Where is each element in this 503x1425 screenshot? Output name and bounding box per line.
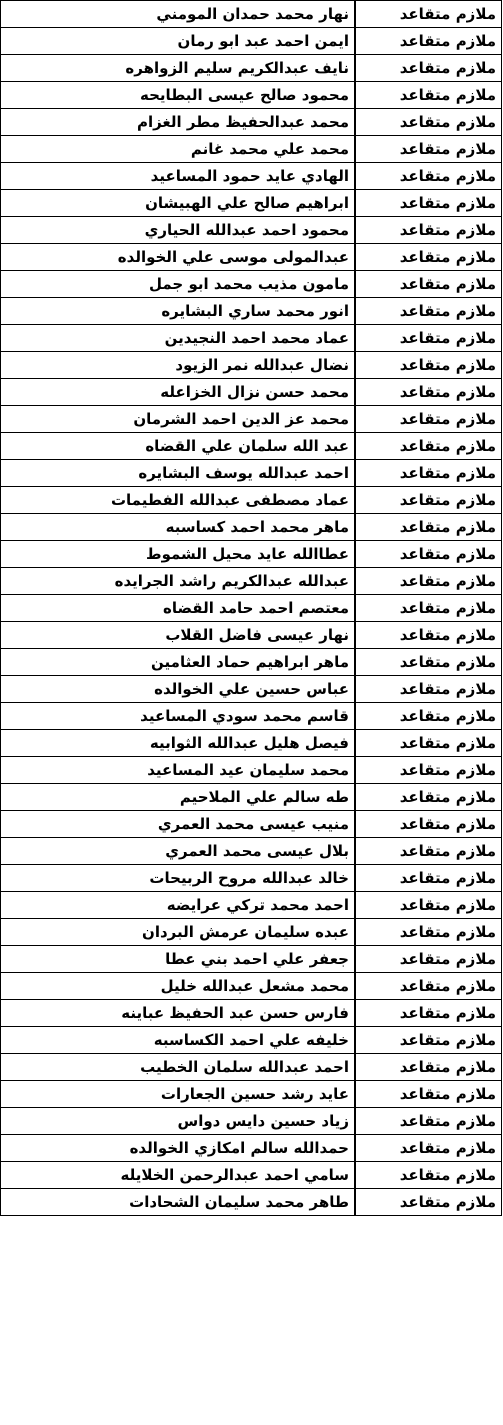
table-row bbox=[1, 1000, 502, 1027]
table-row bbox=[1, 838, 502, 865]
name-cell: محمد سليمان عيد المساعيد bbox=[1, 757, 356, 784]
table-row bbox=[1, 460, 502, 487]
table-row bbox=[1, 136, 502, 163]
table-row bbox=[1, 703, 502, 730]
name-cell: عماد مصطفى عبدالله الفطيمات bbox=[1, 487, 356, 514]
rank-cell: ملازم متقاعد bbox=[355, 406, 502, 433]
name-cell: طه سالم علي الملاحيم bbox=[1, 784, 356, 811]
rank-cell: ملازم متقاعد bbox=[355, 649, 502, 676]
name-cell: مامون مذيب محمد ابو جمل bbox=[1, 271, 356, 298]
rank-cell: ملازم متقاعد bbox=[355, 892, 502, 919]
table-row bbox=[1, 649, 502, 676]
table-row bbox=[1, 757, 502, 784]
rank-cell: ملازم متقاعد bbox=[355, 217, 502, 244]
name-cell: محمد علي محمد غانم bbox=[1, 136, 356, 163]
table-row bbox=[1, 1, 502, 28]
name-cell: محمود احمد عبدالله الحياري bbox=[1, 217, 356, 244]
name-cell: قاسم محمد سودي المساعيد bbox=[1, 703, 356, 730]
table-row bbox=[1, 109, 502, 136]
rank-cell: ملازم متقاعد bbox=[355, 271, 502, 298]
name-cell: عبد الله سلمان علي القضاه bbox=[1, 433, 356, 460]
name-cell: فارس حسن عبد الحفيظ عباينه bbox=[1, 1000, 356, 1027]
name-cell: ماهر ابراهيم حماد العثامين bbox=[1, 649, 356, 676]
rank-cell: ملازم متقاعد bbox=[355, 163, 502, 190]
name-cell: معتصم احمد حامد القضاه bbox=[1, 595, 356, 622]
rank-cell: ملازم متقاعد bbox=[355, 541, 502, 568]
name-cell: نايف عبدالكريم سليم الزواهره bbox=[1, 55, 356, 82]
name-cell: عبدالمولى موسى علي الخوالده bbox=[1, 244, 356, 271]
table-row bbox=[1, 541, 502, 568]
table-row bbox=[1, 487, 502, 514]
table-row bbox=[1, 28, 502, 55]
name-cell: محمد عبدالحفيظ مطر الغزام bbox=[1, 109, 356, 136]
rank-cell: ملازم متقاعد bbox=[355, 325, 502, 352]
name-cell: نضال عبدالله نمر الزيود bbox=[1, 352, 356, 379]
rank-cell: ملازم متقاعد bbox=[355, 919, 502, 946]
name-cell: سامي احمد عبدالرحمن الخلايله bbox=[1, 1162, 356, 1189]
table-row bbox=[1, 1135, 502, 1162]
table-row bbox=[1, 514, 502, 541]
table-row bbox=[1, 973, 502, 1000]
rank-cell: ملازم متقاعد bbox=[355, 1000, 502, 1027]
table-row bbox=[1, 730, 502, 757]
rank-cell: ملازم متقاعد bbox=[355, 730, 502, 757]
name-cell: نهار محمد حمدان المومني bbox=[1, 1, 356, 28]
rank-cell: ملازم متقاعد bbox=[355, 82, 502, 109]
table-row bbox=[1, 568, 502, 595]
name-cell: طاهر محمد سليمان الشحادات bbox=[1, 1189, 356, 1216]
name-cell: عماد محمد احمد النجيدين bbox=[1, 325, 356, 352]
rank-cell: ملازم متقاعد bbox=[355, 946, 502, 973]
name-cell: محمود صالح عيسى البطايحه bbox=[1, 82, 356, 109]
rank-cell: ملازم متقاعد bbox=[355, 433, 502, 460]
table-row bbox=[1, 595, 502, 622]
rank-cell: ملازم متقاعد bbox=[355, 784, 502, 811]
table-row bbox=[1, 919, 502, 946]
name-cell: محمد عز الدين احمد الشرمان bbox=[1, 406, 356, 433]
rank-cell: ملازم متقاعد bbox=[355, 838, 502, 865]
table-row bbox=[1, 622, 502, 649]
table-row bbox=[1, 1162, 502, 1189]
table-row bbox=[1, 190, 502, 217]
rank-cell: ملازم متقاعد bbox=[355, 352, 502, 379]
name-cell: عبدالله عبدالكريم راشد الجرايده bbox=[1, 568, 356, 595]
rank-cell: ملازم متقاعد bbox=[355, 487, 502, 514]
rank-cell: ملازم متقاعد bbox=[355, 1054, 502, 1081]
rank-cell: ملازم متقاعد bbox=[355, 1189, 502, 1216]
table-row bbox=[1, 1189, 502, 1216]
name-cell: عبده سليمان عرمش البردان bbox=[1, 919, 356, 946]
name-cell: احمد عبدالله سلمان الخطيب bbox=[1, 1054, 356, 1081]
rank-cell: ملازم متقاعد bbox=[355, 109, 502, 136]
rank-cell: ملازم متقاعد bbox=[355, 568, 502, 595]
table-row bbox=[1, 244, 502, 271]
rank-cell: ملازم متقاعد bbox=[355, 55, 502, 82]
table-row bbox=[1, 379, 502, 406]
rank-cell: ملازم متقاعد bbox=[355, 1081, 502, 1108]
name-cell: بلال عيسى محمد العمري bbox=[1, 838, 356, 865]
table-row bbox=[1, 298, 502, 325]
name-cell: عباس حسين علي الخوالده bbox=[1, 676, 356, 703]
rank-cell: ملازم متقاعد bbox=[355, 1108, 502, 1135]
table-row bbox=[1, 433, 502, 460]
rank-cell: ملازم متقاعد bbox=[355, 1027, 502, 1054]
rank-cell: ملازم متقاعد bbox=[355, 244, 502, 271]
table-row bbox=[1, 811, 502, 838]
table-row bbox=[1, 217, 502, 244]
rank-cell: ملازم متقاعد bbox=[355, 460, 502, 487]
rank-cell: ملازم متقاعد bbox=[355, 676, 502, 703]
name-cell: انور محمد ساري البشايره bbox=[1, 298, 356, 325]
name-cell: ابراهيم صالح علي الهبيشان bbox=[1, 190, 356, 217]
name-cell: خالد عبدالله مروح الربيحات bbox=[1, 865, 356, 892]
rank-cell: ملازم متقاعد bbox=[355, 190, 502, 217]
rank-cell: ملازم متقاعد bbox=[355, 1162, 502, 1189]
table-row bbox=[1, 163, 502, 190]
name-cell: فيصل هليل عبدالله الثوابيه bbox=[1, 730, 356, 757]
rank-cell: ملازم متقاعد bbox=[355, 136, 502, 163]
table-row bbox=[1, 1054, 502, 1081]
name-cell: ايمن احمد عبد ابو رمان bbox=[1, 28, 356, 55]
rank-cell: ملازم متقاعد bbox=[355, 1, 502, 28]
table-row bbox=[1, 1108, 502, 1135]
rank-cell: ملازم متقاعد bbox=[355, 622, 502, 649]
name-cell: خليفه علي احمد الكساسبه bbox=[1, 1027, 356, 1054]
table-row bbox=[1, 325, 502, 352]
name-cell: احمد محمد تركي عرايضه bbox=[1, 892, 356, 919]
table-row bbox=[1, 784, 502, 811]
names-table-body bbox=[1, 1, 502, 1216]
table-row bbox=[1, 406, 502, 433]
name-cell: زياد حسين دايس دواس bbox=[1, 1108, 356, 1135]
table-row bbox=[1, 892, 502, 919]
name-cell: عايد رشد حسين الجعارات bbox=[1, 1081, 356, 1108]
rank-cell: ملازم متقاعد bbox=[355, 379, 502, 406]
table-row bbox=[1, 352, 502, 379]
rank-cell: ملازم متقاعد bbox=[355, 811, 502, 838]
rank-cell: ملازم متقاعد bbox=[355, 703, 502, 730]
table-row bbox=[1, 271, 502, 298]
table-row bbox=[1, 946, 502, 973]
name-cell: الهادي عايد حمود المساعيد bbox=[1, 163, 356, 190]
rank-cell: ملازم متقاعد bbox=[355, 865, 502, 892]
rank-cell: ملازم متقاعد bbox=[355, 757, 502, 784]
table-row bbox=[1, 82, 502, 109]
rank-cell: ملازم متقاعد bbox=[355, 514, 502, 541]
rank-cell: ملازم متقاعد bbox=[355, 595, 502, 622]
table-row bbox=[1, 676, 502, 703]
name-cell: احمد عبدالله يوسف البشايره bbox=[1, 460, 356, 487]
name-cell: عطاالله عايد محيل الشموط bbox=[1, 541, 356, 568]
table-row bbox=[1, 865, 502, 892]
table-row bbox=[1, 1027, 502, 1054]
name-cell: حمدالله سالم امكازي الخوالده bbox=[1, 1135, 356, 1162]
table-row bbox=[1, 1081, 502, 1108]
name-cell: منيب عيسى محمد العمري bbox=[1, 811, 356, 838]
name-cell: ماهر محمد احمد كساسبه bbox=[1, 514, 356, 541]
name-cell: نهار عيسى فاضل القلاب bbox=[1, 622, 356, 649]
name-cell: جعفر علي احمد بني عطا bbox=[1, 946, 356, 973]
name-cell: محمد مشعل عبدالله خليل bbox=[1, 973, 356, 1000]
table-row bbox=[1, 55, 502, 82]
rank-cell: ملازم متقاعد bbox=[355, 28, 502, 55]
rank-cell: ملازم متقاعد bbox=[355, 973, 502, 1000]
rank-cell: ملازم متقاعد bbox=[355, 1135, 502, 1162]
name-cell: محمد حسن نزال الخزاعله bbox=[1, 379, 356, 406]
rank-cell: ملازم متقاعد bbox=[355, 298, 502, 325]
